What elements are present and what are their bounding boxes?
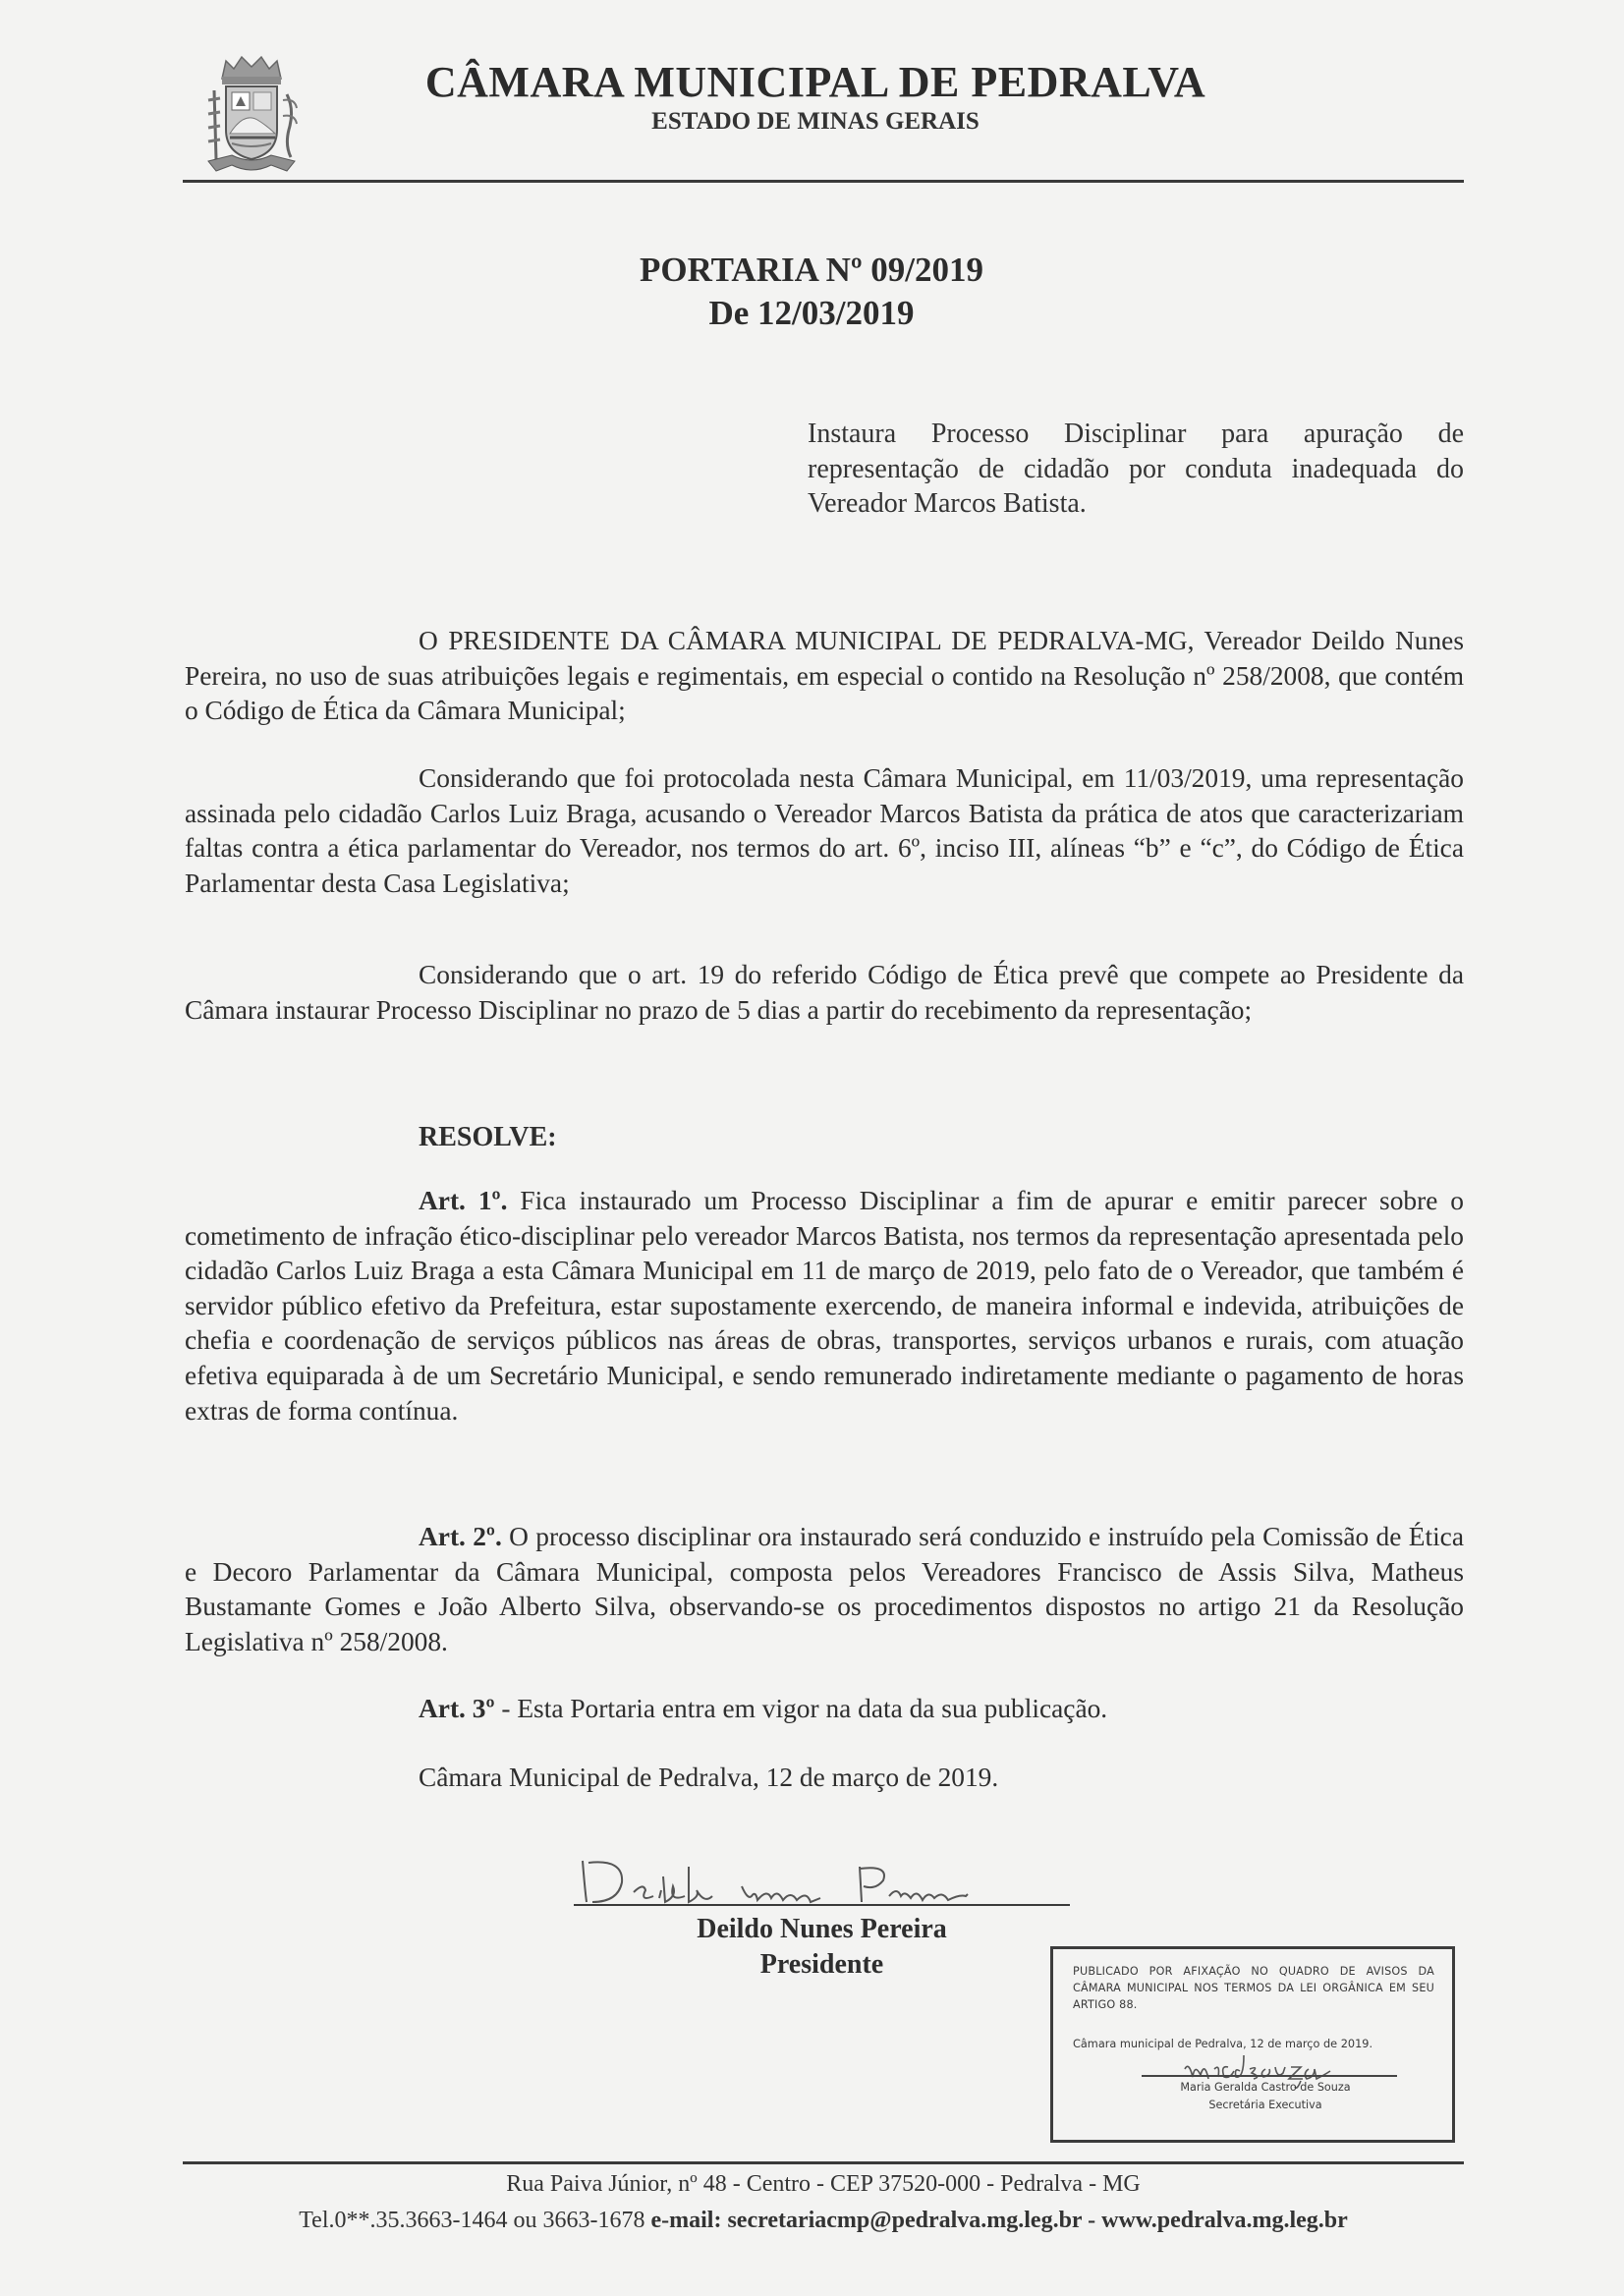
resolve-heading: RESOLVE:	[419, 1122, 557, 1152]
coat-of-arms-icon	[193, 51, 310, 179]
article-1-text: Fica instaurado um Processo Disciplinar a fim de apurar e emitir parecer sobre o cometimento de infração ético-disciplinar pelo vereador Marcos Batista, nos termos da representação apresentada pelo cidadão Carlos Luiz Braga a esta Câmara Municipal em 11 de março de 2019, pelo fato de o Vereador, que também é servidor público efetivo da Prefeitura, estar supostamente exercendo, de maneira informal e indevida, atribuições de chefia e coordenação de serviços públicos nas áreas de obras, transportes, serviços urbanos e rurais, com atuação efetiva equiparada à de um Secretário Municipal, e sendo remunerado indiretamente mediante o pagamento de horas extras de forma contínua.	[185, 1186, 1464, 1426]
stamp-signer-role: Secretária Executiva	[1208, 2099, 1322, 2111]
stamp-signer-name: Maria Geralda Castro de Souza	[1180, 2081, 1351, 2094]
place-and-date: Câmara Municipal de Pedralva, 12 de março de 2019.	[419, 1763, 999, 1792]
document-date: De 12/03/2019	[708, 294, 915, 332]
footer-contact	[183, 2208, 1464, 2234]
stamp-signature-line	[1142, 2075, 1397, 2077]
signer-name: Deildo Nunes Pereira	[697, 1914, 947, 1944]
coat-of-arms-logo	[193, 51, 310, 179]
footer-email-website[interactable]: e-mail: secretariacmp@pedralva.mg.leg.br - www.pedralva.mg.leg.br	[650, 2208, 1348, 2233]
preamble-paragraph	[185, 624, 1464, 729]
article-2-text: O processo disciplinar ora instaurado será conduzido e instruído pela Comissão de Ética e Decoro Parlamentar da Câmara Municipal, composta pelos Vereadores Francisco de Assis Silva, Matheus Bustamante Gomes e João Alberto Silva, observando-se os procedimentos dispostos no artigo 21 da Resolução Legislativa nº 258/2008.	[185, 1522, 1464, 1656]
article-1-label: Art. 1º.	[419, 1186, 508, 1215]
stamp-text: PUBLICADO POR AFIXAÇÃO NO QUADRO DE AVISOS DA CÂMARA MUNICIPAL NOS TERMOS DA LEI ORGÂNICA EM SEU ARTIGO 88.	[1073, 1965, 1434, 2011]
article-2-label: Art. 2º.	[419, 1522, 502, 1551]
considering-text-2: Considerando que o art. 19 do referido Código de Ética prevê que compete ao Presidente da Câmara instaurar Processo Disciplinar no prazo de 5 dias a partir do recebimento da representação;	[185, 960, 1464, 1025]
publication-stamp	[1050, 1946, 1455, 2143]
header-divider	[183, 180, 1464, 183]
footer-divider	[183, 2161, 1464, 2164]
footer-address: Rua Paiva Júnior, nº 48 - Centro - CEP 37520-000 - Pedralva - MG	[506, 2171, 1141, 2197]
article-1	[185, 1184, 1464, 1428]
article-3-text: - Esta Portaria entra em vigor na data da sua publicação.	[494, 1694, 1108, 1723]
article-3-label: Art. 3º	[419, 1694, 495, 1723]
ementa: Instaura Processo Disciplinar para apuração de representação de cidadão por conduta inadequada do Vereador Marcos Batista.	[808, 419, 1464, 519]
header-title: CÂMARA MUNICIPAL DE PEDRALVA	[424, 58, 1206, 106]
considering-paragraph-2	[185, 958, 1464, 1028]
considering-text-1: Considerando que foi protocolada nesta Câmara Municipal, em 11/03/2019, uma representação assinada pelo cidadão Carlos Luiz Braga, acusando o Vereador Marcos Batista da prática de atos que caracterizariam faltas contra a ética parlamentar do Vereador, nos termos do art. 6º, inciso III, alíneas “b” e “c”, do Código de Ética Parlamentar desta Casa Legislativa;	[185, 763, 1464, 898]
signature-line	[574, 1904, 1070, 1906]
header-subtitle: ESTADO DE MINAS GERAIS	[651, 108, 980, 135]
document-title: PORTARIA Nº 09/2019	[640, 251, 983, 289]
article-3	[419, 1694, 1107, 1724]
signer-role: Presidente	[759, 1949, 884, 1980]
preamble-text: O PRESIDENTE DA CÂMARA MUNICIPAL DE PEDRALVA-MG, Vereador Deildo Nunes Pereira, no uso de suas atribuições legais e regimentais, em especial o contido na Resolução nº 258/2008, que contém o Código de Ética da Câmara Municipal;	[185, 626, 1464, 726]
footer-phone: Tel.0**.35.3663-1464 ou 3663-1678	[299, 2208, 651, 2233]
considering-paragraph-1	[185, 761, 1464, 901]
article-2	[185, 1520, 1464, 1659]
stamp-date: Câmara municipal de Pedralva, 12 de março de 2019.	[1073, 2038, 1373, 2050]
